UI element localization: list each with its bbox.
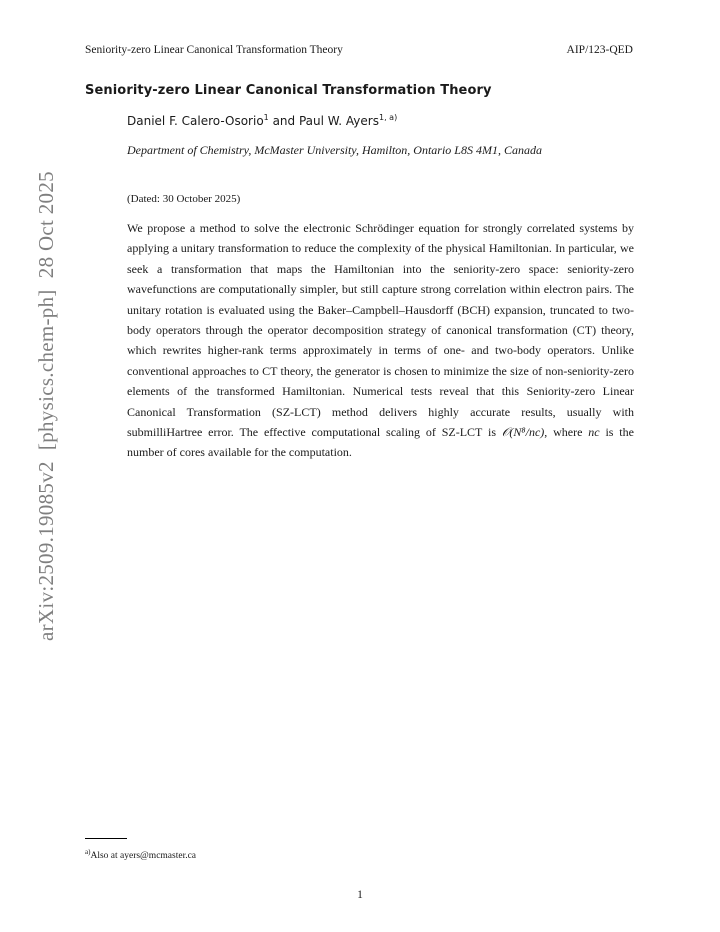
date-line: (Dated: 30 October 2025) — [127, 193, 241, 205]
paper-title: Seniority-zero Linear Canonical Transformation Theory — [85, 83, 492, 98]
abstract-connector: , where — [544, 425, 589, 440]
symbol-nc: nc — [588, 425, 600, 440]
running-head-journal-code: AIP/123-QED — [566, 44, 633, 56]
footnote — [85, 848, 196, 861]
footnote-text: Also at ayers@mcmaster.ca — [90, 851, 197, 862]
affiliation-mark: 1, a) — [378, 113, 398, 122]
author-list — [127, 113, 397, 128]
author-affiliation: Department of Chemistry, McMaster University, Hamilton, Ontario L8S 4M1, Canada — [127, 143, 542, 157]
abstract-body: We propose a method to solve the electronic Schrödinger equation for strongly correlated systems by applying a unitary transformation to reduce the complexity of the physical Hamiltonian. In particular, we seek a transformation that maps the Hamiltonian into the seniority-zero space: seniority-zero wavefunctions are computationally simpler, but still capture strong correlation within electron pairs. The unitary rotation is evaluated using the Baker–Campbell–Hausdorff (BCH) expansion, truncated to two-body operators through the operator decomposition strategy of canonical transformation (CT) theory, which rewrites higher-rank terms approximately in terms of one- and two-body operators. Unlike conventional approaches to CT theory, the generator is chosen to minimize the size of non-seniority-zero elements of the transformed Hamiltonian. Numerical tests reveal that this Seniority-zero Linear Canonical Transformation (SZ-LCT) method delivers highly accurate results, usually with submilliHartree error. The effective computational scaling of SZ-LCT is — [127, 221, 634, 440]
arxiv-identifier-stamp: arXiv:2509.19085v2 [physics.chem-ph] 28 Oct 2025 — [34, 171, 58, 641]
running-head-title: Seniority-zero Linear Canonical Transformation Theory — [85, 44, 343, 56]
author-name: Paul W. Ayers — [298, 114, 379, 128]
page-number: 1 — [357, 889, 363, 901]
abstract-tail: is the number of cores available for the computation. — [127, 425, 634, 460]
abstract — [127, 218, 634, 463]
footnote-rule — [85, 838, 127, 839]
scaling-expression: 𝒪(N⁸/nc) — [501, 425, 545, 440]
affiliation-mark: 1 — [263, 113, 269, 122]
author-connector: and — [268, 114, 299, 128]
footnote-mark: a) — [85, 848, 91, 856]
author-name: Daniel F. Calero-Osorio — [127, 114, 264, 128]
